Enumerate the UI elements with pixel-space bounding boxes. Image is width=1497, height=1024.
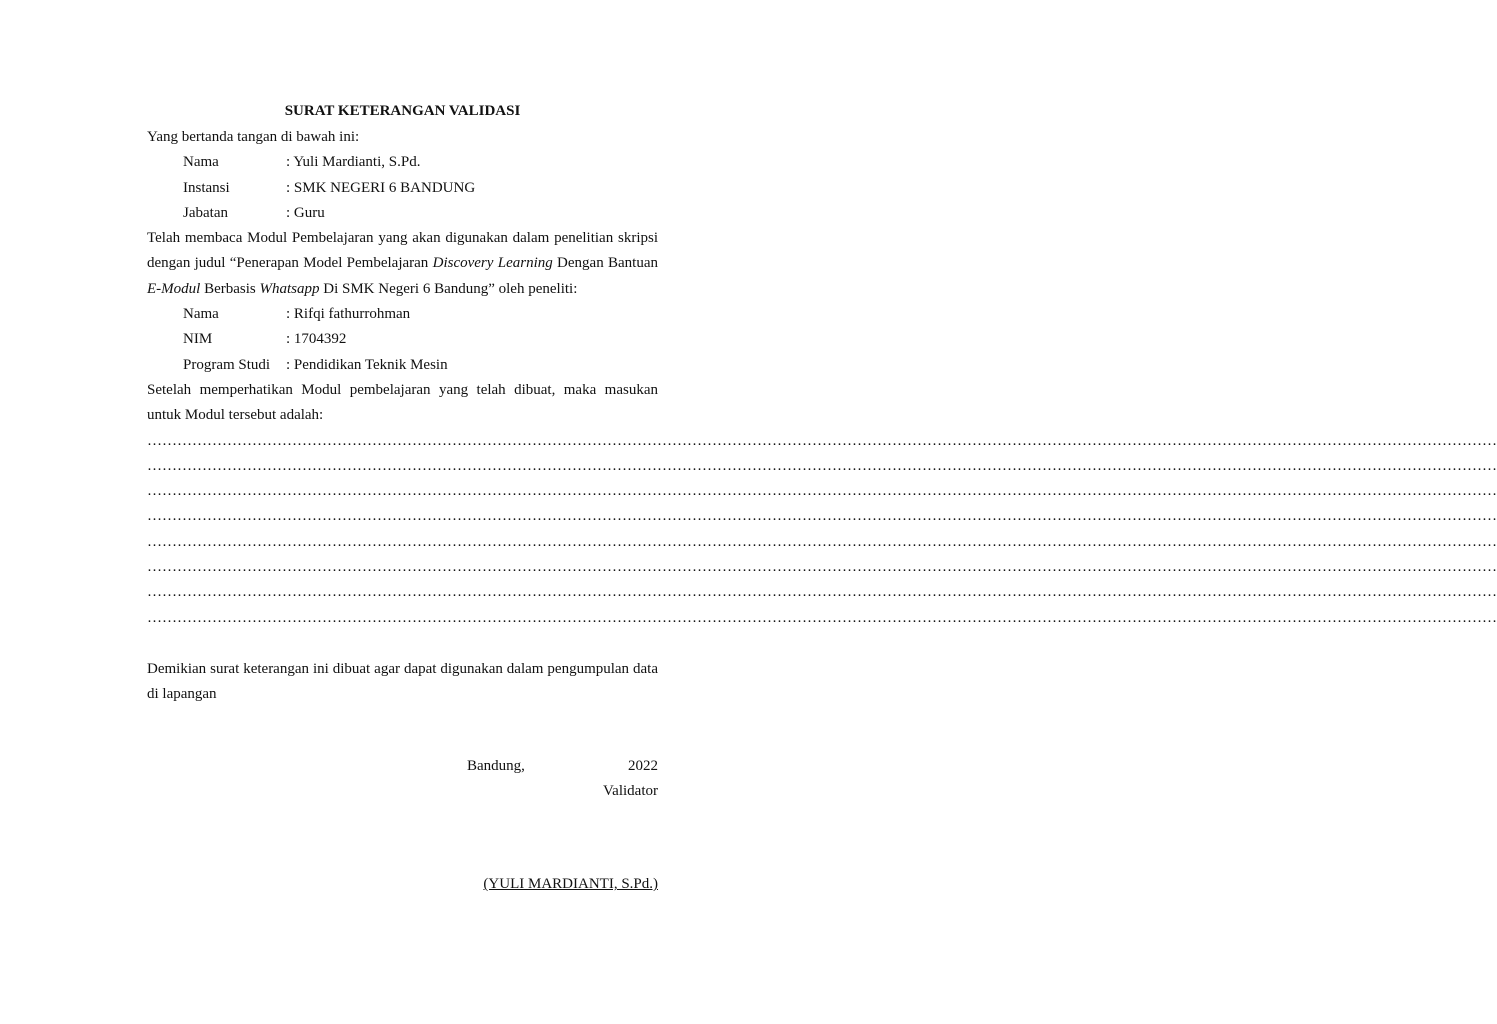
signature-role: Validator: [603, 782, 658, 799]
field-label: Instansi: [183, 179, 230, 196]
validator-details: [147, 150, 658, 226]
paragraph-input-request: Setelah memperhatikan Modul pembelajaran yang telah dibuat, maka masukan untuk Modul tersebut adalah:: [147, 381, 658, 424]
spacer: [147, 631, 658, 657]
signature-name: (YULI MARDIANTI, S.Pd.): [483, 876, 658, 893]
researcher-name-row: [147, 302, 658, 327]
paragraph-closing: Demikian surat keterangan ini dibuat agar dapat digunakan dalam pengumpulan data di lapangan: [147, 660, 658, 703]
researcher-program-row: [147, 353, 658, 378]
intro-text: Yang bertanda tangan di bawah ini:: [147, 129, 360, 145]
italic-term: Whatsapp: [259, 280, 320, 297]
document-title: SURAT KETERANGAN VALIDASI: [284, 103, 521, 119]
field-value: : 1704392: [286, 331, 347, 348]
dotted-line: ………………………………………………………………………………………………………………………………………………………………………………………………………………………………………………: [147, 508, 1497, 525]
field-value: : Guru: [286, 204, 325, 221]
paragraph-text: Telah membaca Modul Pembelajaran yang akan digunakan dalam penelitian skripsi dengan judul “Penerapan Model Pembelajaran: [147, 230, 658, 272]
letter-body: [147, 98, 1497, 897]
field-value: : SMK NEGERI 6 BANDUNG: [286, 179, 476, 196]
field-value: : Yuli Mardianti, S.Pd.: [286, 154, 421, 171]
dotted-line: ………………………………………………………………………………………………………………………………………………………………………………………………………………………………………………: [147, 457, 1497, 474]
paragraph-text: Dengan Bantuan: [552, 255, 659, 272]
dotted-line: ………………………………………………………………………………………………………………………………………………………………………………………………………………………………………………: [147, 559, 1497, 576]
signature-year: 2022: [628, 757, 658, 774]
spacer: [147, 804, 658, 872]
field-label: Nama: [183, 154, 219, 171]
validator-institution-row: [147, 176, 658, 201]
feedback-lines: [147, 429, 1497, 631]
validator-name-row: [147, 150, 658, 175]
field-value: : Rifqi fathurrohman: [286, 306, 411, 323]
italic-term: E-Modul: [147, 280, 201, 297]
field-label: Nama: [183, 306, 219, 323]
field-label: Jabatan: [183, 204, 228, 221]
signature-place: Bandung,: [467, 757, 525, 774]
signature-place-date: [147, 754, 658, 779]
paragraph-text: Di SMK Negeri 6 Bandung” oleh peneliti:: [319, 280, 578, 297]
dotted-line: ………………………………………………………………………………………………………………………………………………………………………………………………………………………………………………: [147, 533, 1497, 550]
field-label: Program Studi: [183, 356, 271, 373]
dotted-line: ………………………………………………………………………………………………………………………………………………………………………………………………………………………………………………: [147, 432, 1497, 449]
researcher-nim-row: [147, 327, 658, 352]
dotted-line: ………………………………………………………………………………………………………………………………………………………………………………………………………………………………………………: [147, 609, 1497, 626]
italic-term: Discovery Learning: [432, 255, 553, 272]
spacer: [147, 708, 658, 754]
paragraph-text: Berbasis: [200, 280, 260, 297]
validator-position-row: [147, 201, 658, 226]
field-value: : Pendidikan Teknik Mesin: [286, 356, 448, 373]
dotted-line: ………………………………………………………………………………………………………………………………………………………………………………………………………………………………………………: [147, 483, 1497, 500]
field-label: NIM: [183, 331, 213, 348]
dotted-line: ………………………………………………………………………………………………………………………………………………………………………………………………………………………………………………: [147, 584, 1497, 601]
researcher-details: [147, 302, 658, 378]
paragraph-module-review: [147, 226, 658, 302]
